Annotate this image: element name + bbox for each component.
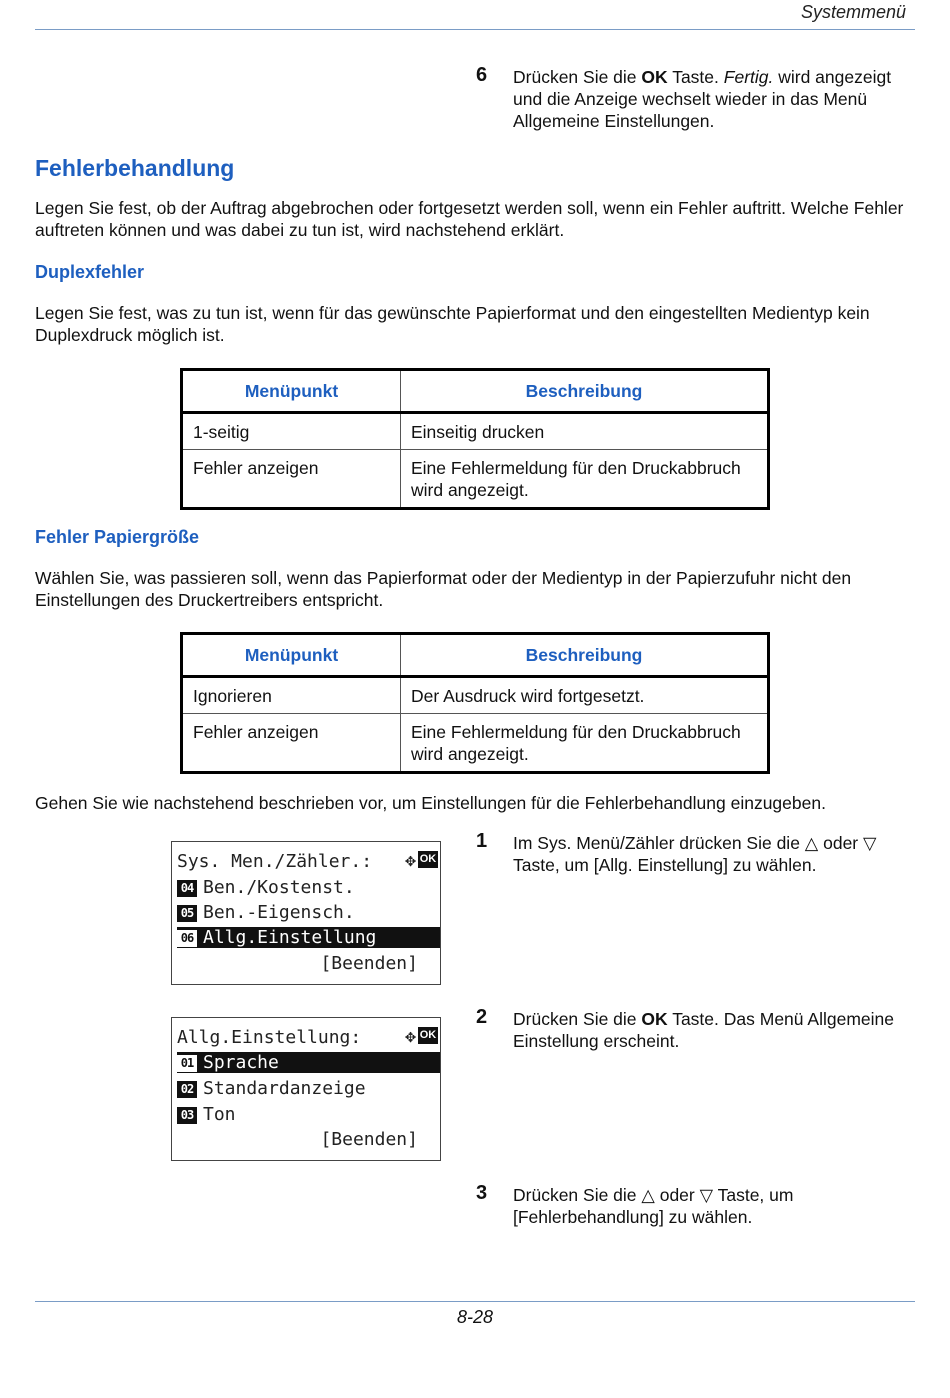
table-header-description: Beschreibung [401, 370, 769, 413]
lcd-menu-item [177, 1078, 440, 1099]
lcd-item-label: Allg.Einstellung [203, 927, 377, 948]
step-number: 6 [476, 64, 488, 86]
item-number-badge: 03 [177, 1107, 197, 1124]
duplex-text: Legen Sie fest, was zu tun ist, wenn für das gewünschte Papierformat und den eingestellten Medientyp kein Duplexdruck möglich ist. [35, 303, 870, 345]
table-cell: Der Ausdruck wird fortgesetzt. [401, 677, 769, 714]
header-rule [35, 29, 915, 30]
papersize-text: Wählen Sie, was passieren soll, wenn das Papierformat oder der Medientyp in der Papierzufuhr nicht den Einstellungen des Druckertreibers entspricht. [35, 568, 852, 610]
lcd-exit-softkey: [Beenden] [320, 953, 418, 974]
table-header-description: Beschreibung [401, 634, 769, 677]
lcd-menu-item [177, 877, 440, 898]
lcd-title: Allg.Einstellung: [177, 1027, 362, 1048]
table-cell: Fehler anzeigen [182, 450, 401, 509]
item-number-badge: 06 [177, 930, 197, 947]
step-6-post: wird angezeigt und die Anzeige wechselt wieder in das Menü Allgemeine Einstellungen. [513, 67, 892, 131]
step-number: 3 [476, 1182, 488, 1204]
ok-key-label: OK [641, 67, 668, 87]
page-header-title: Systemmenü [800, 2, 906, 22]
duplex-heading: Duplexfehler [35, 262, 145, 282]
four-way-arrow-icon: ✥ [405, 1026, 416, 1047]
section-title: Fehlerbehandlung [35, 155, 235, 181]
lcd-item-label: Ben.-Eigensch. [203, 902, 355, 923]
lcd-screen-system-menu [171, 841, 441, 985]
step-2-text [513, 1008, 913, 1052]
step-number: 2 [476, 1006, 488, 1028]
ok-key-label: OK [641, 1009, 668, 1029]
lcd-menu-item [177, 1104, 440, 1125]
lcd-screen-general-settings [171, 1017, 441, 1161]
table-cell: Einseitig drucken [401, 413, 769, 450]
lcd-title: Sys. Men./Zähler.: [177, 851, 373, 872]
lcd-item-label: Standardanzeige [203, 1078, 366, 1099]
step-3-text: Drücken Sie die △ oder ▽ Taste, um [Fehlerbehandlung] zu wählen. [513, 1185, 794, 1227]
duplex-table [180, 368, 770, 510]
step-6-mid: Taste. [667, 67, 724, 87]
table-cell: Ignorieren [182, 677, 401, 714]
lcd-item-label: Ben./Kostenst. [203, 877, 355, 898]
lcd-menu-item-selected [177, 927, 440, 948]
item-number-badge: 05 [177, 905, 197, 922]
lcd-item-label: Ton [203, 1104, 236, 1125]
ok-icon: OK [418, 1027, 438, 1044]
item-number-badge: 02 [177, 1081, 197, 1098]
step-2-post: Taste. Das Menü Allgemeine Einstellung erscheint. [513, 1009, 894, 1051]
footer-rule [35, 1301, 915, 1302]
table-header-menu-item: Menüpunkt [182, 370, 401, 413]
table-cell: Eine Fehlermeldung für den Druckabbruch wird angezeigt. [401, 450, 769, 509]
table-header-menu-item: Menüpunkt [182, 634, 401, 677]
four-way-arrow-icon: ✥ [405, 850, 416, 871]
item-number-badge: 04 [177, 880, 197, 897]
step-6-pre: Drücken Sie die [513, 67, 642, 87]
table-row [182, 413, 769, 450]
lcd-menu-item-selected [177, 1052, 440, 1073]
procedure-intro: Gehen Sie wie nachstehend beschrieben vor, um Einstellungen für die Fehlerbehandlung einzugeben. [35, 793, 826, 813]
table-cell: Fehler anzeigen [182, 714, 401, 773]
lcd-menu-item [177, 902, 440, 923]
lcd-exit-softkey: [Beenden] [320, 1129, 418, 1150]
item-number-badge: 01 [177, 1055, 197, 1072]
page-number: 8-28 [456, 1307, 494, 1327]
step-6-italic: Fertig. [723, 67, 774, 87]
step-6-text [513, 66, 913, 132]
step-2-pre: Drücken Sie die [513, 1009, 642, 1029]
step-1-text: Im Sys. Menü/Zähler drücken Sie die △ oder ▽ Taste, um [Allg. Einstellung] zu wählen. [513, 833, 877, 875]
papersize-heading: Fehler Papiergröße [35, 527, 200, 547]
ok-icon: OK [418, 851, 438, 868]
table-cell: 1-seitig [182, 413, 401, 450]
papersize-table [180, 632, 770, 774]
table-row [182, 450, 769, 509]
section-intro: Legen Sie fest, ob der Auftrag abgebrochen oder fortgesetzt werden soll, wenn ein Fehler auftritt. Welche Fehler auftreten können und was dabei zu tun ist, wird nachstehend erklärt. [35, 198, 904, 240]
lcd-item-label: Sprache [203, 1052, 279, 1073]
table-row [182, 714, 769, 773]
table-cell: Eine Fehlermeldung für den Druckabbruch wird angezeigt. [401, 714, 769, 773]
step-number: 1 [476, 830, 488, 852]
table-row [182, 677, 769, 714]
